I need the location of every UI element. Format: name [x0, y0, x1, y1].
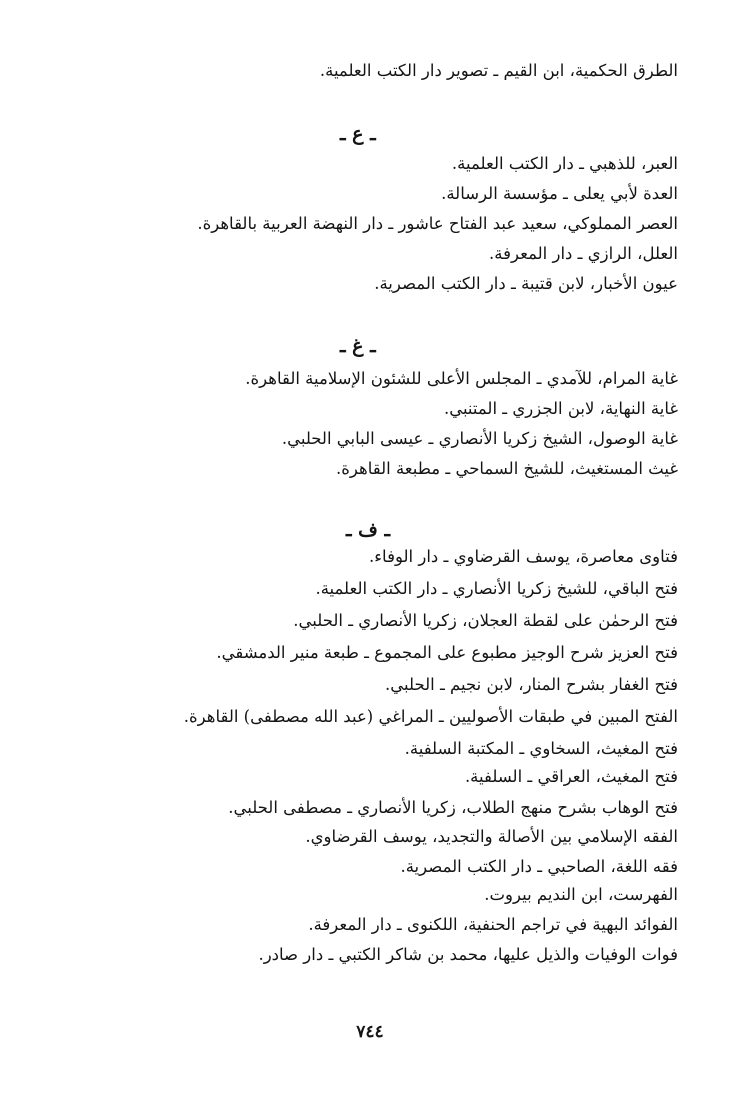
- bibliography-entry: الفهرست، ابن النديم بيروت.: [484, 885, 678, 904]
- bibliography-entry: غاية النهاية، لابن الجزري ـ المتنبي.: [443, 399, 678, 418]
- section-heading-ain: ـ ع ـ: [340, 123, 376, 145]
- bibliography-entry: فتح العزيز شرح الوجيز مطبوع على المجموع ـ طبعة منير الدمشقي.: [216, 643, 678, 662]
- bibliography-entry: فتح الغفار بشرح المنار، لابن نجيم ـ الحلبي.: [385, 675, 678, 694]
- bibliography-entry: الفقه الإسلامي بين الأصالة والتجديد، يوسف القرضاوي.: [305, 827, 678, 846]
- bibliography-entry: غاية الوصول، الشيخ زكريا الأنصاري ـ عيسى البابي الحلبي.: [281, 429, 678, 448]
- section-heading-fa: ـ ف ـ: [346, 519, 391, 541]
- bibliography-entry: غاية المرام، للآمدي ـ المجلس الأعلى للشئون الإسلامية القاهرة.: [245, 369, 678, 388]
- bibliography-entry: فتح الرحمٰن على لقطة العجلان، زكريا الأنصاري ـ الحلبي.: [293, 611, 678, 630]
- bibliography-entry: العصر المملوكي، سعيد عبد الفتاح عاشور ـ دار النهضة العربية بالقاهرة.: [197, 214, 678, 233]
- bibliography-entry: الفوائد البهية في تراجم الحنفية، اللكنوى ـ دار المعرفة.: [308, 915, 678, 934]
- bibliography-entry: العدة لأبي يعلى ـ مؤسسة الرسالة.: [441, 184, 678, 203]
- bibliography-entry: العلل، الرازي ـ دار المعرفة.: [489, 244, 678, 263]
- bibliography-entry: فتح المغيث، السخاوي ـ المكتبة السلفية.: [404, 739, 678, 758]
- bibliography-entry: الطرق الحكمية، ابن القيم ـ تصوير دار الكتب العلمية.: [319, 61, 678, 80]
- bibliography-entry: فتح المغيث، العراقي ـ السلفية.: [464, 767, 678, 786]
- bibliography-entry: فتح الوهاب بشرح منهج الطلاب، زكريا الأنصاري ـ مصطفى الحلبي.: [228, 798, 678, 817]
- bibliography-entry: عيون الأخبار، لابن قتيبة ـ دار الكتب المصرية.: [374, 274, 678, 293]
- section-heading-ghain: ـ غ ـ: [340, 335, 376, 357]
- bibliography-entry: العبر، للذهبي ـ دار الكتب العلمية.: [451, 154, 678, 173]
- bibliography-entry: غيث المستغيث، للشيخ السماحي ـ مطبعة القاهرة.: [336, 459, 678, 478]
- bibliography-entry: فوات الوفيات والذيل عليها، محمد بن شاكر الكتبي ـ دار صادر.: [258, 945, 678, 964]
- bibliography-entry: الفتح المبين في طبقات الأصوليين ـ المراغي (عبد الله مصطفى) القاهرة.: [183, 707, 678, 726]
- bibliography-entry: فقه اللغة، الصاحبي ـ دار الكتب المصرية.: [400, 857, 678, 876]
- page-number: ٧٤٤: [356, 1022, 384, 1042]
- bibliography-entry: فتاوى معاصرة، يوسف القرضاوي ـ دار الوفاء.: [369, 547, 678, 566]
- bibliography-entry: فتح الباقي، للشيخ زكريا الأنصاري ـ دار الكتب العلمية.: [315, 579, 678, 598]
